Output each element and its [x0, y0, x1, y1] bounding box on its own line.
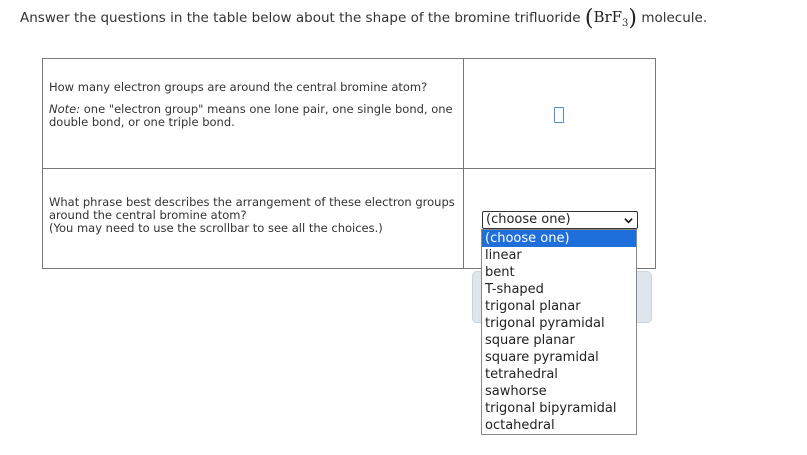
question-cell — [43, 169, 464, 269]
question-cell — [43, 59, 464, 169]
dropdown-option[interactable]: tetrahedral — [485, 367, 558, 382]
electron-groups-input[interactable] — [554, 107, 564, 123]
dropdown-option[interactable]: bent — [485, 265, 515, 280]
dropdown-list[interactable] — [481, 229, 637, 435]
table-row — [43, 59, 656, 169]
chevron-down-icon — [624, 216, 633, 225]
dropdown-option[interactable]: sawhorse — [485, 384, 547, 399]
dropdown-option[interactable]: trigonal pyramidal — [485, 316, 605, 331]
dropdown-option[interactable]: trigonal bipyramidal — [485, 401, 617, 416]
question-prompt — [20, 6, 800, 31]
dropdown-option[interactable]: octahedral — [485, 418, 555, 433]
question-hint: (You may need to use the scrollbar to see all the choices.) — [49, 221, 383, 235]
dropdown-option[interactable]: (choose one) — [482, 230, 636, 247]
note-text: Note: one "electron group" means one lone pair, one single bond, one double bond, or one triple bond. — [49, 102, 453, 129]
dropdown-option[interactable]: square planar — [485, 333, 575, 348]
dropdown-option[interactable]: T-shaped — [485, 282, 544, 297]
question-text: How many electron groups are around the central bromine atom? — [49, 80, 428, 94]
answer-cell — [464, 59, 656, 169]
question-suffix: molecule. — [641, 10, 708, 26]
dropdown-option[interactable]: linear — [485, 248, 522, 263]
dropdown-option[interactable]: trigonal planar — [485, 299, 581, 314]
chemical-formula: (BrF$_3$) — [584, 6, 638, 31]
question-text: What phrase best describes the arrangement of these electron groups around the central bromine atom? — [49, 195, 455, 222]
question-prefix: Answer the questions in the table below about the shape of the bromine trifluoride — [20, 10, 581, 26]
select-value: (choose one) — [486, 212, 571, 227]
dropdown-option[interactable]: square pyramidal — [485, 350, 599, 365]
arrangement-select[interactable] — [482, 211, 638, 229]
